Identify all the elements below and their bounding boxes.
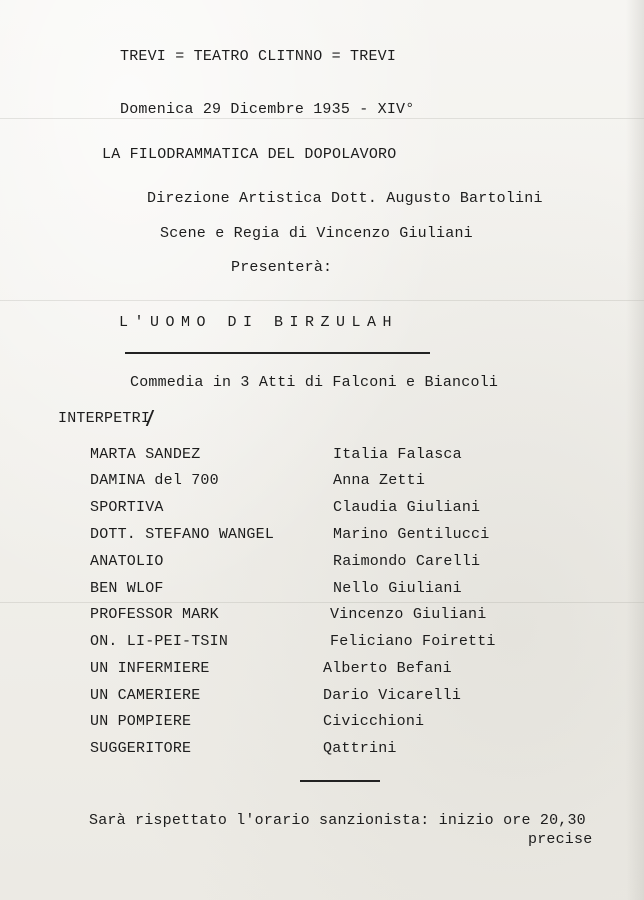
cast-role: PROFESSOR MARK [90,606,219,623]
cast-role: ON. LI-PEI-TSIN [90,633,229,650]
cast-role: ANATOLIO [90,553,164,570]
presents-line: Presenterà: [231,259,333,276]
footer-notice: Sarà rispettato l'orario sanzionista: inizio ore 20,30 [89,812,586,829]
cast-role: UN POMPIERE [90,713,192,730]
paper-fold [0,602,644,603]
footer-notice-end: precise [528,831,593,848]
venue-line: TREVI = TEATRO CLITNNO = TREVI [120,48,397,65]
cast-actor: Nello Giuliani [333,580,462,597]
cast-actor: Feliciano Foiretti [330,633,496,650]
footer-divider [300,780,380,782]
cast-role: DAMINA del 700 [90,472,219,489]
cast-role: SUGGERITORE [90,740,192,757]
play-subtitle: Commedia in 3 Atti di Falconi e Biancoli [130,374,499,391]
cast-role: UN INFERMIERE [90,660,210,677]
company-line: LA FILODRAMMATICA DEL DOPOLAVORO [102,146,397,163]
cast-actor: Alberto Befani [323,660,452,677]
cast-actor: Claudia Giuliani [333,499,481,516]
cast-role: SPORTIVA [90,499,164,516]
staging-line: Scene e Regia di Vincenzo Giuliani [160,225,473,242]
paper-fold [0,300,644,301]
cast-actor: Anna Zetti [333,472,426,489]
direction-line: Direzione Artistica Dott. Augusto Bartolini [147,190,543,207]
cast-role: MARTA SANDEZ [90,446,201,463]
cast-actor: Marino Gentilucci [333,526,490,543]
cast-actor: Vincenzo Giuliani [330,606,487,623]
cast-actor: Civicchioni [323,713,425,730]
title-underline [125,352,430,354]
cast-heading: INTERPETRI [58,410,151,427]
cast-role: DOTT. STEFANO WANGEL [90,526,275,543]
cast-actor: Italia Falasca [333,446,462,463]
play-title: L'UOMO DI BIRZULAH [119,314,399,331]
paper-edge [626,0,644,900]
cast-actor: Qattrini [323,740,397,757]
cast-role: UN CAMERIERE [90,687,201,704]
date-line: Domenica 29 Dicembre 1935 - XIV° [120,101,415,118]
cast-role: BEN WLOF [90,580,164,597]
cast-actor: Raimondo Carelli [333,553,481,570]
cast-actor: Dario Vicarelli [323,687,462,704]
